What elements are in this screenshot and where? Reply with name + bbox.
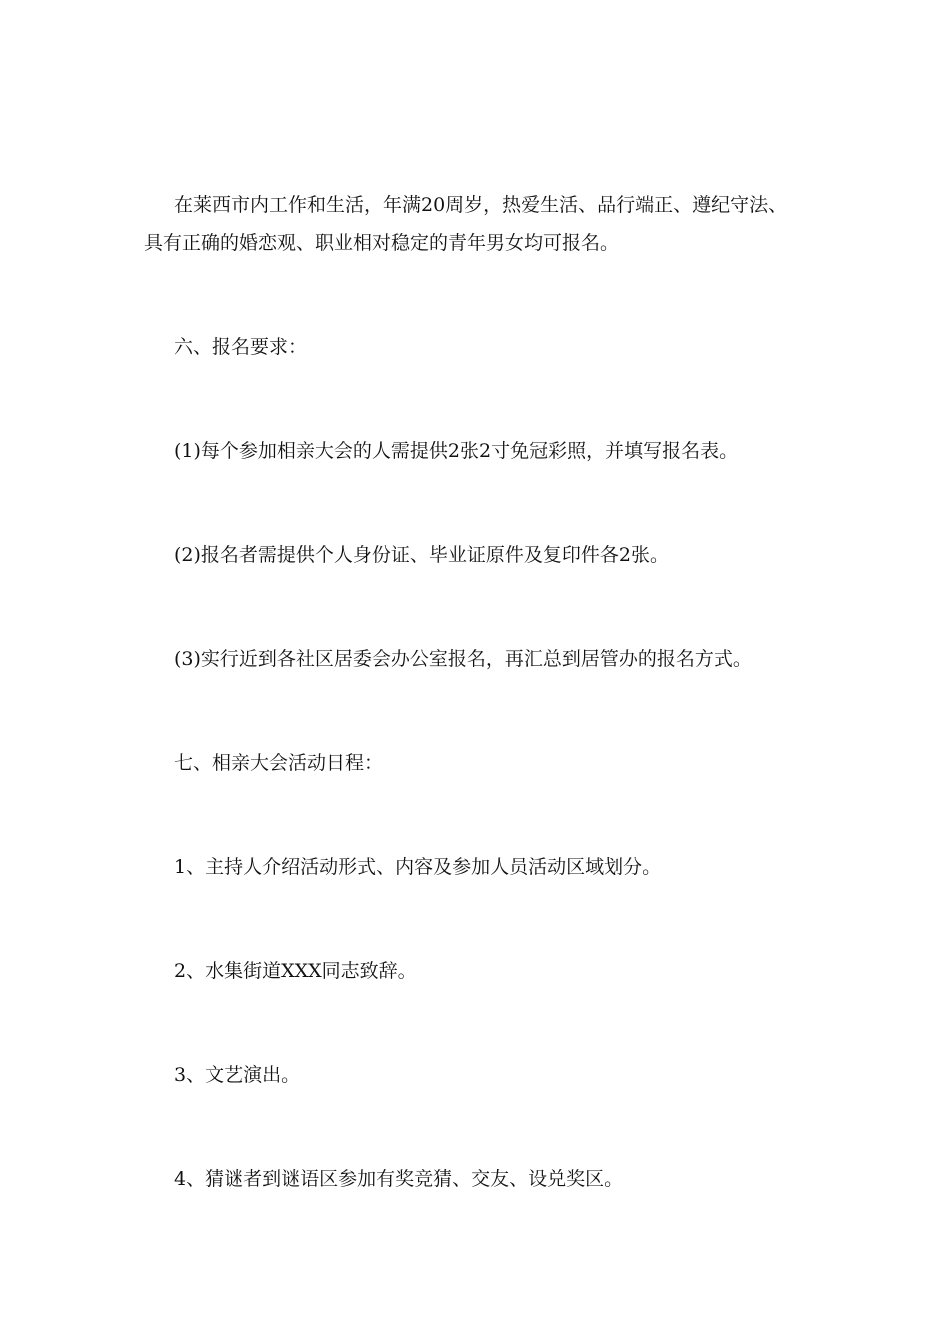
schedule-item-2: 2、水集街道XXX同志致辞。 — [174, 960, 417, 982]
section-heading-registration-requirements: 六、报名要求： — [174, 336, 308, 358]
schedule-item-1: 1、主持人介绍活动形式、内容及参加人员活动区域划分。 — [174, 856, 662, 878]
requirement-item-1: (1)每个参加相亲大会的人需提供2张2寸免冠彩照，并填写报名表。 — [174, 440, 739, 462]
eligibility-paragraph: 在莱西市内工作和生活，年满20周岁，热爱生活、品行端正、遵纪守法、具有正确的婚恋观、职业相对稳定的青年男女均可报名。 — [144, 194, 788, 254]
requirement-item-3: (3)实行近到各社区居委会办公室报名，再汇总到居管办的报名方式。 — [174, 648, 752, 670]
schedule-item-3: 3、文艺演出。 — [174, 1064, 301, 1086]
requirement-item-2: (2)报名者需提供个人身份证、毕业证原件及复印件各2张。 — [174, 544, 670, 566]
section-heading-event-schedule: 七、相亲大会活动日程： — [174, 752, 384, 774]
schedule-item-4: 4、猜谜者到谜语区参加有奖竞猜、交友、设兑奖区。 — [174, 1168, 624, 1190]
